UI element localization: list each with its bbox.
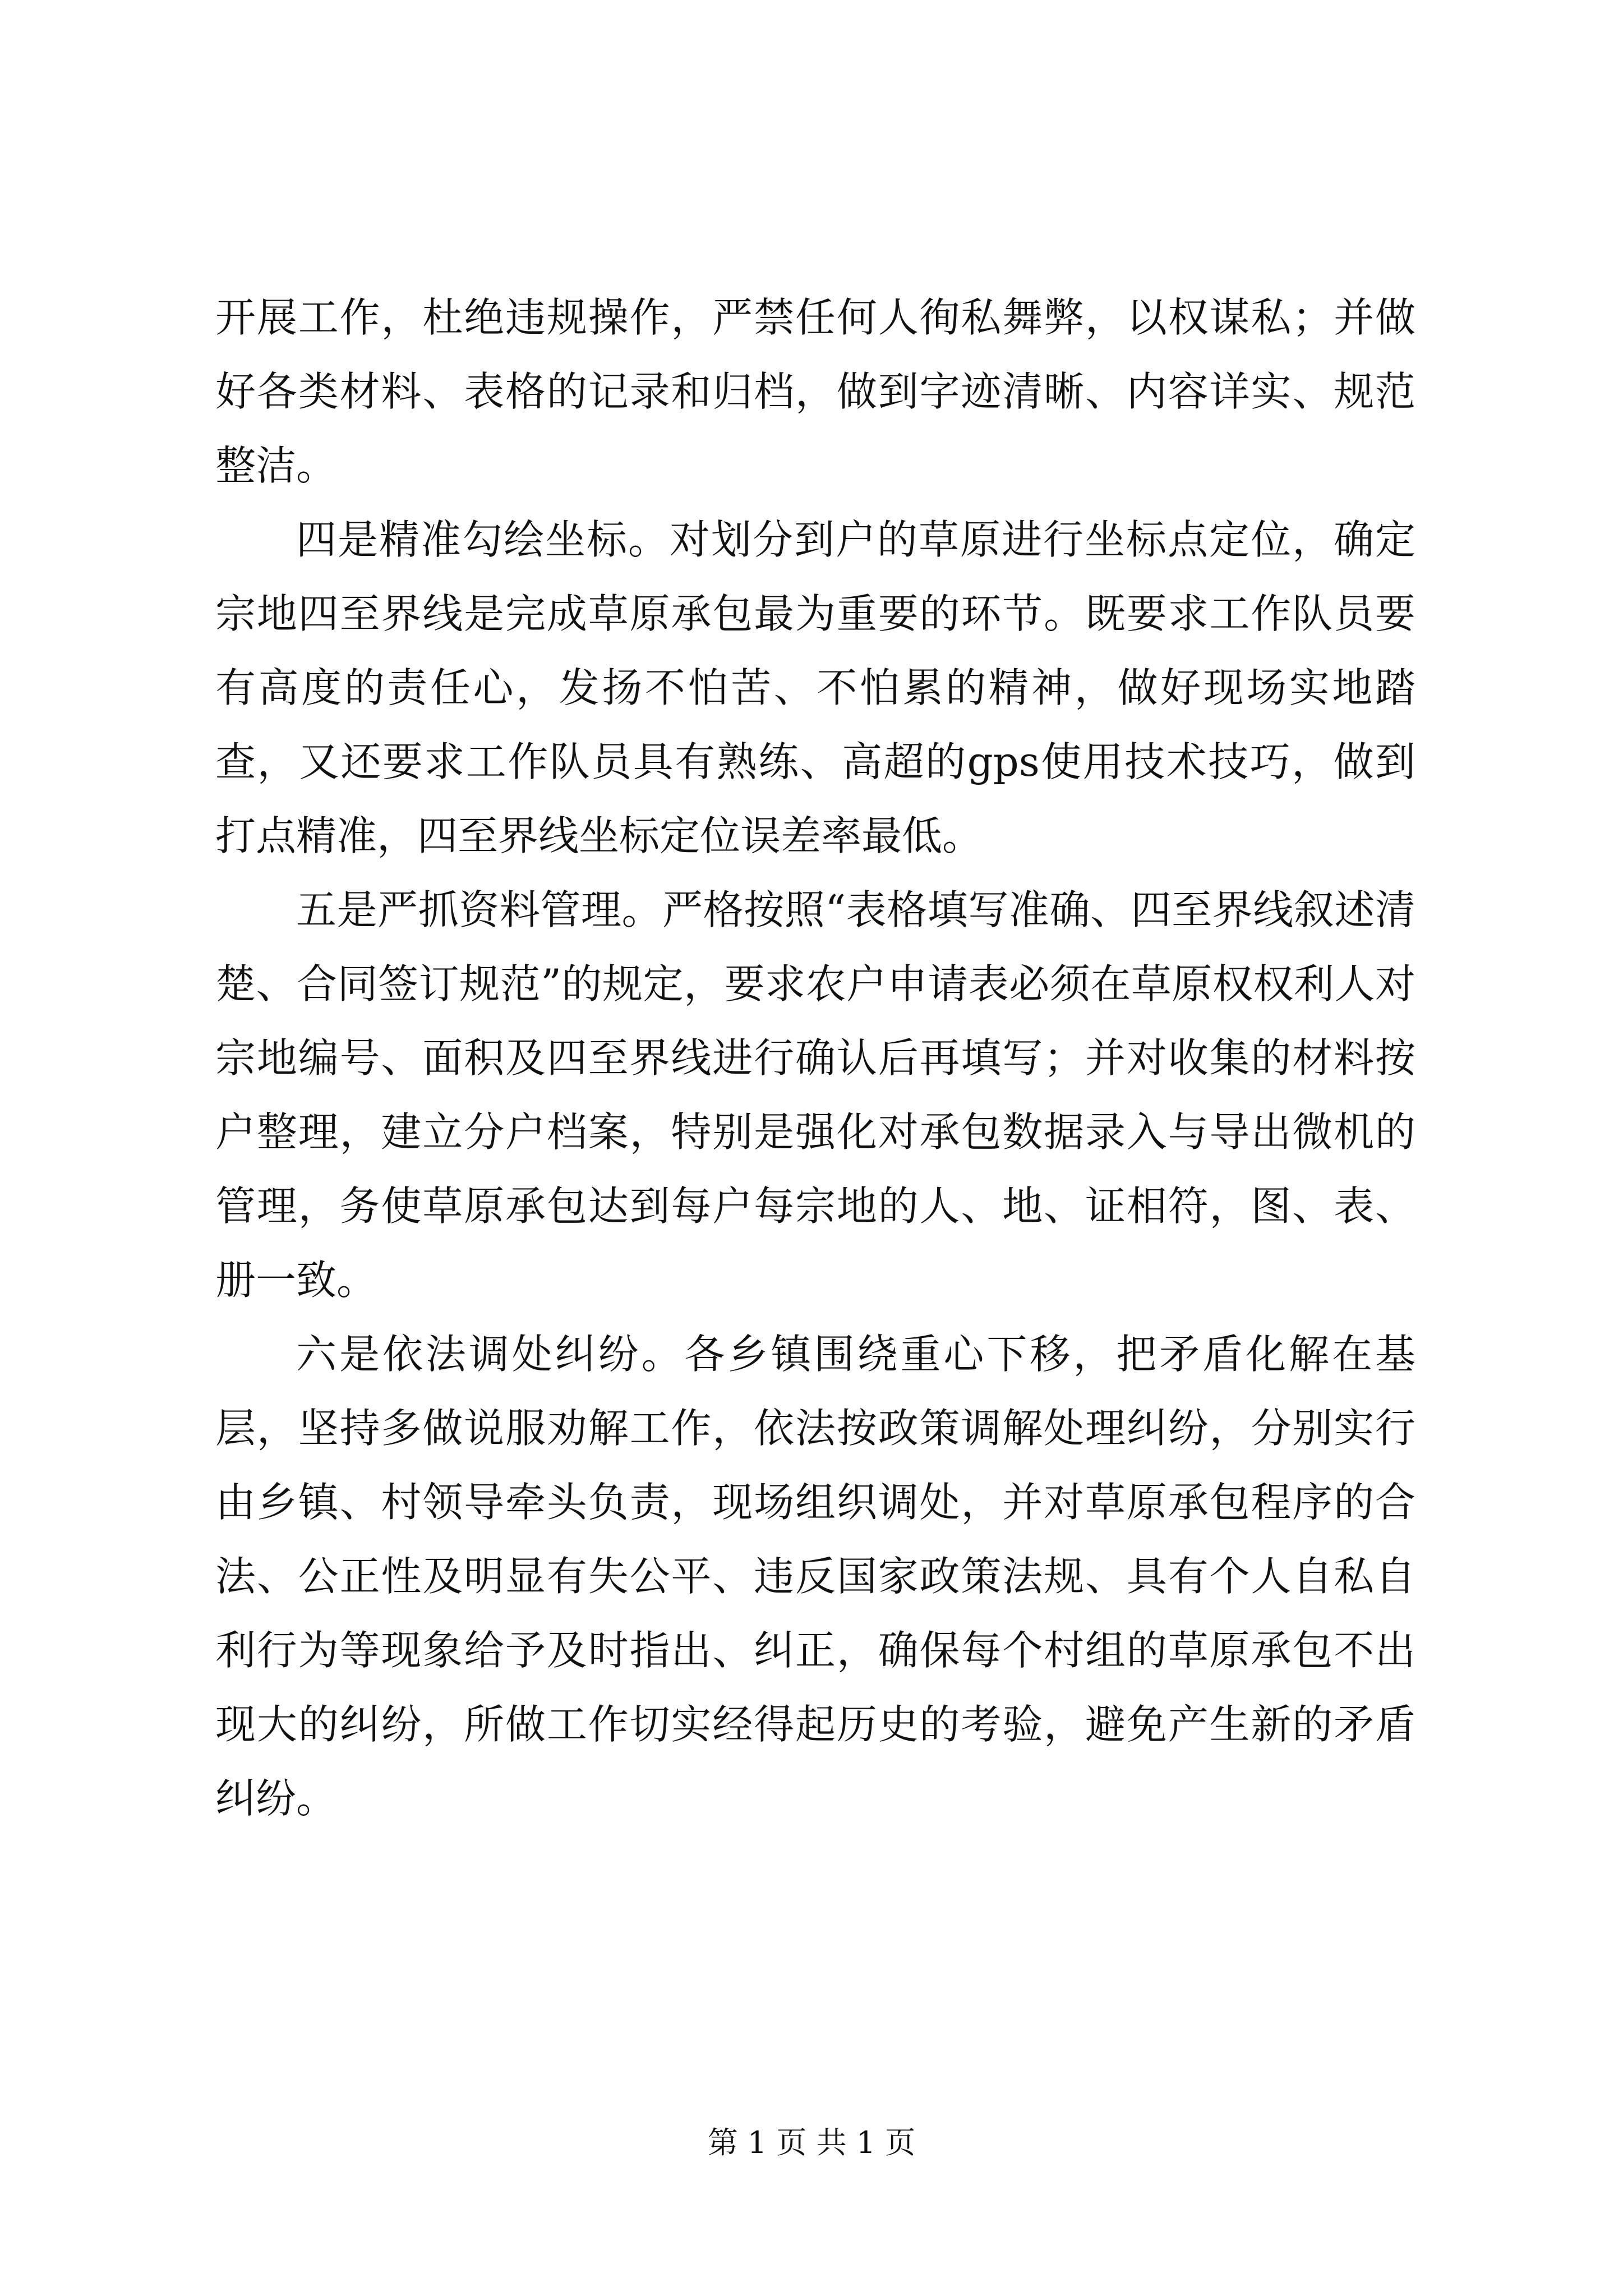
paragraph-records-management: 五是严抓资料管理。严格按照“表格填写准确、四至界线叙述清楚、合同签订规范”的规定，要求农户申请表必须在草原权权利人对宗地编号、面积及四至界线进行确认后再填写；并对收集的材料按户整理，建立分户档案，特别是强化对承包数据录入与导出微机的管理，务使草原承包达到每户每宗地的人、地、证相符，图、表、册一致。 [215,886,1415,1304]
page-footer: 第 1 页 共 1 页 [707,2125,916,2160]
paragraph-dispute-resolution: 六是依法调处纠纷。各乡镇围绕重心下移，把矛盾化解在基层，坚持多做说服劝解工作，依法按政策调解处理纠纷，分别实行由乡镇、村领导牵头负责，现场组织调处，并对草原承包程序的合法、公正性及明显有失公平、违反国家政策法规、具有个人自私自利行为等现象给予及时指出、纠正，确保每个村组的草原承包不出现大的纠纷，所做工作切实经得起历史的考验，避免产生新的矛盾纠纷。 [215,1331,1415,1822]
paragraph-continuation: 开展工作，杜绝违规操作，严禁任何人徇私舞弊，以权谋私；并做好各类材料、表格的记录和归档，做到字迹清晰、内容详实、规范整洁。 [215,294,1415,489]
document-body [215,280,1415,1835]
paragraph-coordinates: 四是精准勾绘坐标。对划分到户的草原进行坐标点定位，确定宗地四至界线是完成草原承包最为重要的环节。既要求工作队员要有高度的责任心，发扬不怕苦、不怕累的精神，做好现场实地踏查，又还要求工作队员具有熟练、高超的gps使用技术技巧，做到打点精准，四至界线坐标定位误差率最低。 [215,516,1415,859]
